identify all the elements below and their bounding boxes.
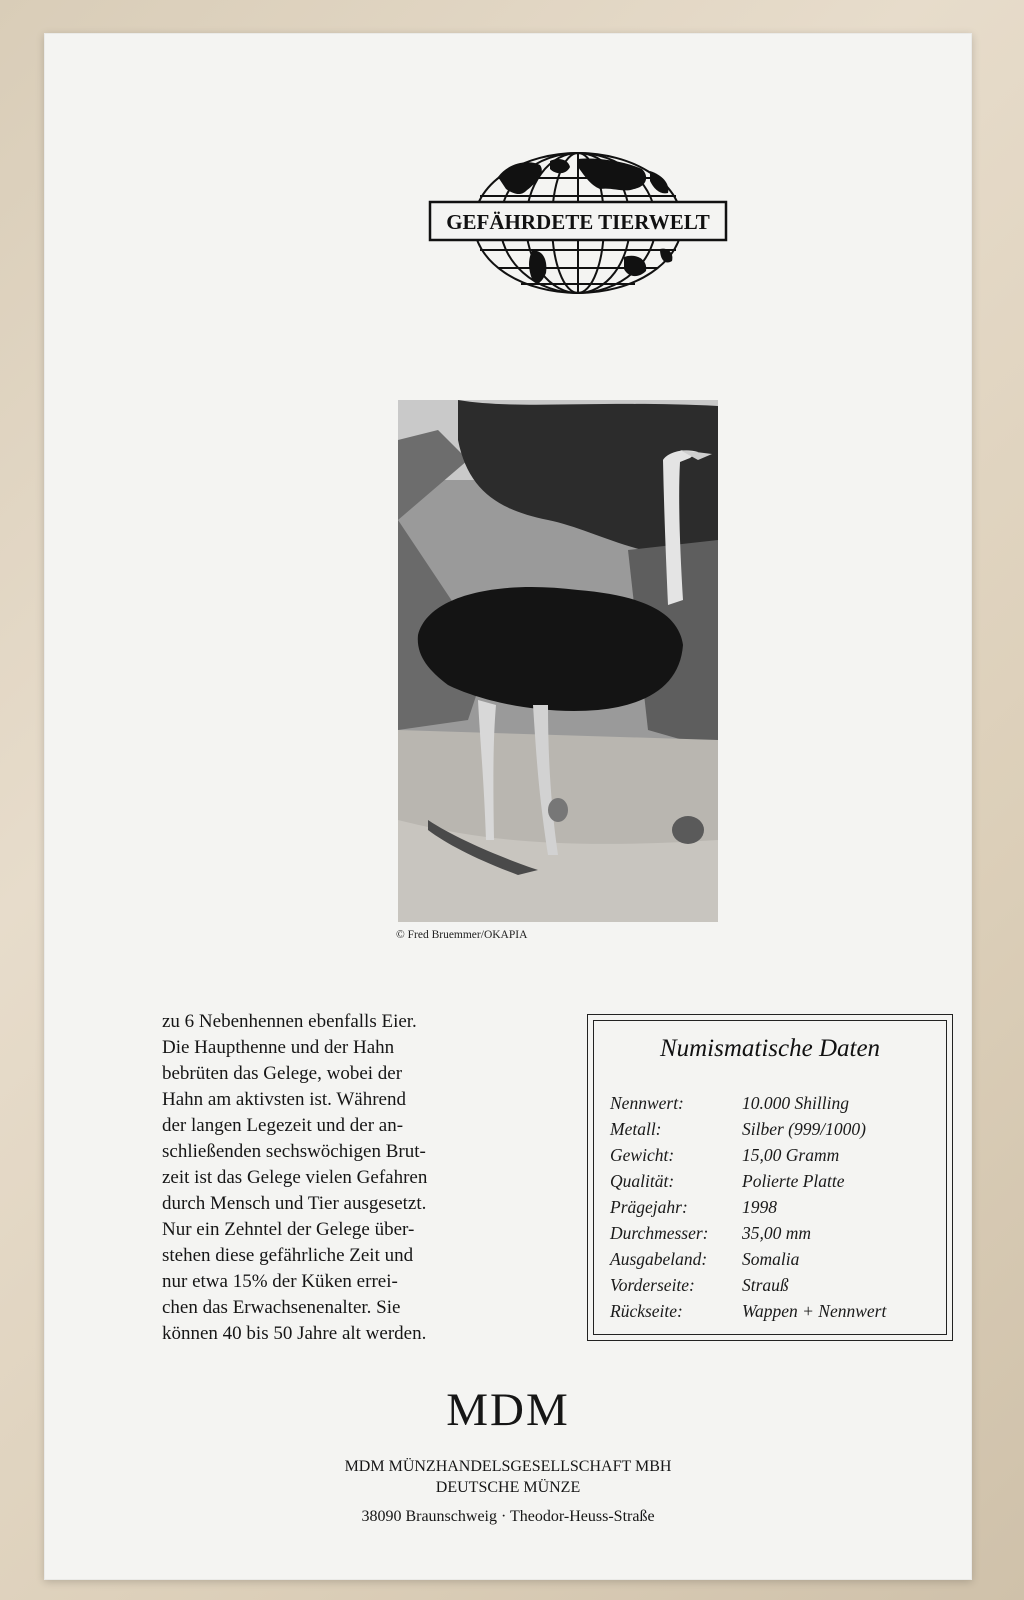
numismatic-key: Vorderseite: xyxy=(610,1275,695,1295)
numismatic-data-inner-frame xyxy=(593,1020,947,1335)
body-text-line: Hahn am aktivsten ist. Während xyxy=(162,1089,406,1110)
numismatic-value: Strauß xyxy=(742,1275,789,1295)
numismatic-row xyxy=(610,1275,886,1301)
numismatic-row xyxy=(610,1223,886,1249)
numismatic-row xyxy=(610,1119,886,1145)
body-text-line: der langen Legezeit und der an- xyxy=(162,1115,404,1136)
globe-icon xyxy=(428,149,728,297)
numismatic-key: Durchmesser: xyxy=(610,1223,709,1243)
numismatic-row xyxy=(610,1197,886,1223)
numismatic-key: Metall: xyxy=(610,1119,662,1139)
numismatic-value: Silber (999/1000) xyxy=(742,1119,866,1139)
company-line-2: DEUTSCHE MÜNZE xyxy=(435,1479,581,1496)
body-text xyxy=(162,1009,532,1347)
numismatic-value: Polierte Platte xyxy=(742,1171,845,1191)
globe-logo xyxy=(428,149,728,297)
photo-credit: © Fred Bruemmer/OKAPIA xyxy=(396,929,528,941)
numismatic-row xyxy=(610,1171,886,1197)
logo-text: GEFÄHRDETE TIERWELT xyxy=(446,210,710,234)
numismatic-key: Qualität: xyxy=(610,1171,675,1191)
company-line-1: MDM MÜNZHANDELSGESELLSCHAFT MBH xyxy=(344,1458,672,1475)
numismatic-value: Wappen + Nennwert xyxy=(742,1301,887,1321)
numismatic-value: Somalia xyxy=(742,1249,800,1269)
numismatic-value: 15,00 Gramm xyxy=(742,1145,840,1165)
numismatic-title: Numismatische Daten xyxy=(659,1035,881,1062)
leaflet-card xyxy=(44,33,972,1580)
body-text-line: zeit ist das Gelege vielen Gefahren xyxy=(162,1167,428,1188)
body-text-line: nur etwa 15% der Küken errei- xyxy=(162,1271,398,1292)
numismatic-row xyxy=(610,1249,886,1275)
numismatic-rows xyxy=(610,1093,886,1327)
company-name xyxy=(44,1456,972,1498)
numismatic-value: 1998 xyxy=(742,1197,777,1217)
numismatic-row xyxy=(610,1145,886,1171)
numismatic-row xyxy=(610,1093,886,1119)
body-text-line: schließenden sechswöchigen Brut- xyxy=(162,1141,426,1162)
body-text-line: Die Haupthenne und der Hahn xyxy=(162,1037,395,1058)
numismatic-value: 35,00 mm xyxy=(742,1223,812,1243)
mdm-brand: MDM xyxy=(446,1384,570,1436)
body-text-line: stehen diese gefährliche Zeit und xyxy=(162,1245,414,1266)
ostrich-photo xyxy=(398,400,718,922)
body-text-line: chen das Erwachsenenalter. Sie xyxy=(162,1297,401,1318)
body-text-line: zu 6 Nebenhennen ebenfalls Eier. xyxy=(162,1011,417,1032)
body-text-line: Nur ein Zehntel der Gelege über- xyxy=(162,1219,415,1240)
numismatic-key: Prägejahr: xyxy=(610,1197,688,1217)
numismatic-key: Gewicht: xyxy=(610,1145,675,1165)
numismatic-value: 10.000 Shilling xyxy=(742,1093,849,1113)
numismatic-key: Ausgabeland: xyxy=(610,1249,708,1269)
company-address: 38090 Braunschweig · Theodor-Heuss-Straße xyxy=(361,1508,655,1525)
body-text-line: bebrüten das Gelege, wobei der xyxy=(162,1063,403,1084)
body-text-line: können 40 bis 50 Jahre alt werden. xyxy=(162,1323,427,1344)
body-text-line: durch Mensch und Tier ausgesetzt. xyxy=(162,1193,427,1214)
numismatic-data-box xyxy=(587,1014,953,1341)
numismatic-key: Rückseite: xyxy=(610,1301,683,1321)
numismatic-key: Nennwert: xyxy=(610,1093,684,1113)
numismatic-row xyxy=(610,1301,886,1327)
